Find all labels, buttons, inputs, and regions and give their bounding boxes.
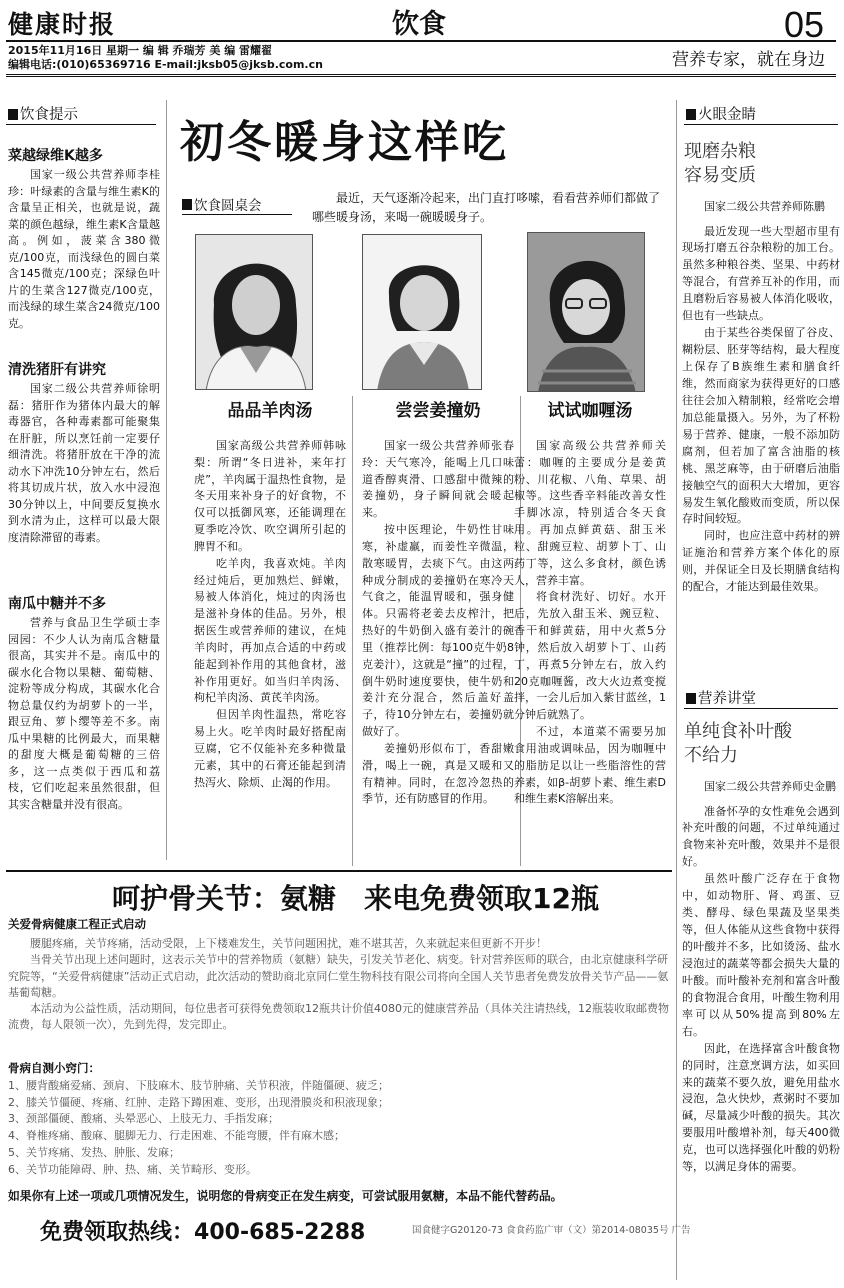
- hotline-number: 400-685-2288: [194, 1220, 366, 1245]
- ad-body: [8, 936, 670, 1034]
- ad-subtitle: 关爱骨病健康工程正式启动: [8, 917, 146, 931]
- author-photo-han: [195, 234, 313, 390]
- dish-title: 品品羊肉汤: [227, 401, 313, 421]
- roundtable-label: 饮食圆桌会: [182, 196, 262, 217]
- ad-paragraph: 本活动为公益性质，活动期间，每位患者可获得免费领取12瓶共计价值4080元的健康营养品（具体关注请热线，12瓶装收取邮费物流费，每人限领一次），先到先得，发完即止。: [8, 1002, 669, 1032]
- hotline-label: 免费领取热线：: [40, 1220, 195, 1245]
- right-heading-1: 火眼金睛: [684, 104, 756, 126]
- ad-paragraph: 腰腿疼痛，关节疼痛，活动受限，上下楼难发生，关节问题困扰，难不堪其苦，久来就起来但更新不开步！: [30, 937, 547, 950]
- list-item: 3、颈部僵硬、酸痛、头晕恶心、上肢无力、手指发麻；: [8, 1112, 279, 1126]
- article-title-line: 容易变质: [684, 165, 756, 187]
- list-item: 1、腰背酸痛爱痛、颈肩、下肢麻木、肢节肿痛、关节积液，伴随僵硬、疲乏；: [8, 1079, 389, 1092]
- article-paragraph: 同时，也应注意中药材的辨证施治和营养方案个体化的原则，并保证全日及长期膳食结构的配合，才能达到最佳效果。: [682, 529, 840, 594]
- article-paragraph: 由于某些谷类保留了谷皮、糊粉层、胚芽等结构，最大程度上保存了B族维生素和膳食纤维，然而商家为获得更好的口感往往会加入精制粮，经常吃会增加总能量摄入。另外，为了杯粉易于营养、健康，一般不添加防腐剂，但若加了富含油脂的核桃、黑芝麻等，由于研磨后油脂接触空气的面积大大增加，更容易发生氧化酸败而变质，所以保存时间较短。: [682, 326, 840, 526]
- left-article-1: [8, 146, 160, 332]
- left-column-heading: 饮食提示: [6, 104, 78, 126]
- date-line: 2015年11月16日 星期一 编 辑 乔瑞芳 美 编 雷耀翟: [8, 44, 273, 57]
- dish-title: 尝尝姜撞奶: [395, 401, 481, 421]
- contact-line: 编辑电话:(010)65369716 E-mail:jksb05@jksb.com.cn: [8, 58, 323, 71]
- roundtable-rule: [182, 214, 292, 215]
- column-divider: [166, 100, 167, 860]
- author-photo-guan: [527, 232, 645, 392]
- list-item: 6、关节功能障碍、肿、热、痛、关节畸形、变形。: [8, 1162, 257, 1176]
- article-author: 国家二级公共营养师史金鹏: [704, 779, 836, 793]
- right-heading-2: 营养讲堂: [684, 688, 756, 710]
- article-title-line: 单纯食补叶酸: [684, 721, 792, 742]
- right-article-1: [682, 140, 840, 596]
- article-paragraph: 营养与食品卫生学硕士李园园：不少人认为南瓜含糖量很高，其实并不是。南瓜中的碳水化合物以果糖、葡萄糖、淀粉等成分构成，其碳水化合物总量仅约为胡萝卜的一半，跟豆角、萝卜缨等差不多。南瓜中果糖的比例最大，而果糖的甜度大概是葡萄糖的三倍多，这一点类似于西瓜和荔枝，它们吃起来虽然很甜，但其实含糖量并没有很高。: [8, 616, 160, 811]
- dish-paragraph: 按中医理论，牛奶性甘味寒，补虚羸，而姜性辛微温，散寒暖胃，去痰下气。由这两种成分制成的姜撞奶在寒冷天气食之，能温胃暖和，强身健体。只需将老姜去皮榨汁，把热好的牛奶倒入盛有姜汁的碗里（推荐比例：每100克牛奶8克姜汁），这就是“撞”的过程，倒牛奶时速度要快，使牛奶和姜汁充分混合，然后盖好盖子，待10分钟左右，姜撞奶就做好了。: [362, 523, 514, 739]
- article-paragraph: 虽然叶酸广泛存在于食物中，如动物肝、肾、鸡蛋、豆类、酵母、绿色果蔬及坚果类等，但人体能从这些食物中获得的叶酸并不多，比如烫汤、盐水浸泡过的蔬菜等都会损失大量的叶酸。而叶酸补充剂和富含叶酸的食物混合食用，叶酸生物利用率可以从50%提高到80%左右。: [682, 872, 840, 1038]
- dish-paragraph: 不过，本道菜不需要另加食用油或调味品，因为咖喱中的脂肪足以让一些脂溶性的营养素，如β-胡萝卜素、维生素D和维生素K溶解出来。: [514, 725, 666, 806]
- self-check-title: 骨病自测小窍门：: [8, 1061, 100, 1075]
- left-heading-rule: [6, 124, 156, 125]
- ad-paragraph: 当骨关节出现上述问题时，这表示关节中的营养物质（氨糖）缺失，引发关节老化、病变。针对营养医师的联合，由北京健康科学研究院等，“关爱骨病健康”活动正式启动，此次活动的赞助商北京同仁堂生物科技有限公司将向全国人关节患者免费发放骨关节产品——氨基葡萄糖。: [8, 953, 669, 999]
- dish-title: 试试咖喱汤: [547, 401, 633, 421]
- article-paragraph: 国家二级公共营养师徐明磊：猪肝作为猪体内最大的解毒器官，各种毒素都可能聚集在肝脏，所以烹饪前一定要仔细清洗。将猪肝放在干净的流动水下冲洗10分钟左右，然后将其切成片状，放入水中浸泡30分钟以上，中间要反复换水到水清为止，这样可以最大限度清除滞留的毒素。: [8, 382, 160, 544]
- page-number: 05: [784, 4, 825, 45]
- left-article-2: [8, 360, 160, 546]
- article-paragraph: 国家一级公共营养师李桂珍：叶绿素的含量与维生素K的含量呈正相关，也就是说，蔬菜的颜色越绿，维生素K含量越高。例如，菠菜含380微克/100克，而浅绿色的圆白菜含145微克/100克；深绿色叶片的生菜含127微克/100克，而浅绿的球生菜含24微克/100克。: [8, 168, 160, 330]
- column-divider: [352, 396, 353, 866]
- left-article-3: [8, 594, 160, 813]
- article-title: 南瓜中糖并不多: [8, 596, 106, 612]
- dish-paragraph: 将食材洗好、切好。水开后，先放入甜玉米、豌豆粒、香干和鲜黄菇，用中火煮5分钟，然后放入胡萝卜丁、山药丁，再煮5分钟左右，放入约20克咖喱酱，改大火边煮变搅拌，一会儿后加入紫甘蓝丝，1分钟后就熟了。: [514, 590, 666, 722]
- self-check-list: [8, 1078, 670, 1178]
- header-double-rule: [6, 74, 836, 77]
- header-rule: [6, 40, 836, 42]
- ad-note: 如果你有上述一项或几项情况发生，说明您的骨病变正在发生病变，可尝试服用氨糖，本品不能代替药品。: [8, 1189, 563, 1203]
- feature-intro: 最近，天气逐渐冷起来，出门直打哆嗦，看看营养师们都做了哪些暖身汤，来喝一碗暖暖身子。: [312, 191, 661, 224]
- dish-column-ginger-milk: [362, 398, 514, 808]
- article-author: 国家二级公共营养师陈鹏: [704, 199, 825, 213]
- right-heading-rule: [684, 708, 838, 709]
- list-item: 4、脊椎疼痛、酸麻、腿脚无力、行走困难、不能弯腰，伴有麻木感；: [8, 1129, 345, 1143]
- dish-paragraph: 姜撞奶形似布丁，香甜嫩滑，喝上一碗，真是又暖和又有精神。同时，在忽冷忽热的季节，还有防感冒的作用。: [362, 741, 514, 806]
- column-divider: [676, 100, 677, 1280]
- slogan: 营养专家，就在身边: [672, 50, 825, 70]
- article-paragraph: 准备怀孕的女性难免会遇到补充叶酸的问题，不过单纯通过食物来补充叶酸，效果并不是很好。: [682, 804, 840, 869]
- article-title: 菜越绿维K越多: [8, 148, 103, 164]
- article-title: 清洗猪肝有讲究: [8, 362, 106, 378]
- list-item: 2、膝关节僵硬、疼痛、红肿、走路下蹲困难、变形，出现滑膜炎和积液现象；: [8, 1095, 389, 1109]
- author-photo-zhang: [362, 234, 482, 390]
- feature-title: 初冬暖身这样吃: [180, 117, 509, 168]
- dish-paragraph: 吃羊肉，我喜欢炖。羊肉经过炖后，更加熟烂、鲜嫩，易被人体消化，炖过的肉汤也是滋补身体的佳品。另外，根据医生或营养师的建议，在炖羊肉时，再加点合适的中药或能起到补作用的其他食材，滋补作用更好。如当归羊肉汤、枸杞羊肉汤、黄芪羊肉汤。: [194, 556, 346, 705]
- article-title-line: 现磨杂粮: [684, 141, 756, 162]
- dish-paragraph: 国家高级公共营养师韩咏梨：所谓“冬日进补，来年打虎”，羊肉属于温热性食物，是冬天用来补身子的好食物，不仅可以抵御风寒，还能调理在夏季吃冷饮、吹空调所引起的脾胃不和。: [194, 439, 346, 553]
- hotline: [40, 1216, 365, 1249]
- ad-top-rule: [6, 870, 672, 872]
- dish-paragraph: 国家一级公共营养师张春玲：天气寒冷，能喝上几口味道香醇爽滑、口感甜中微辣的姜撞奶，身子瞬间就会暖起来。: [362, 439, 514, 520]
- article-title-line: 不给力: [684, 745, 738, 767]
- list-item: 5、关节疼痛、发热、肿胀、发麻；: [8, 1145, 180, 1159]
- dish-column-lamb: [194, 398, 346, 791]
- right-article-2: [682, 720, 840, 1176]
- dish-column-curry: [514, 398, 666, 808]
- dish-paragraph: 但因羊肉性温热，常吃容易上火。吃羊肉时最好搭配南豆腐，它不仅能补充多种微量元素，其中的石膏还能起到清热泻火、除烦、止渴的作用。: [194, 708, 346, 789]
- section-title: 饮食: [392, 9, 446, 40]
- newspaper-logo: 健康时报: [8, 10, 117, 39]
- ad-approval-number: 国食健字G20120-73 食食药监广审（文）第2014-08035号 广告: [412, 1225, 691, 1236]
- dish-paragraph: 国家高级公共营养师关蕾：咖喱的主要成分是姜黄粉、川花椒、八角、草果、胡椒等。这些香辛料能改善女性手脚冰凉，特别适合冬天食用。再加点鲜黄菇、甜玉米粒、甜豌豆粒、胡萝卜丁、山药丁等，这么多食材，颜色诱人，营养丰富。: [514, 439, 666, 587]
- ad-title: 呵护骨关节：氨糖 来电免费领取12瓶: [112, 882, 599, 915]
- article-paragraph: 因此，在选择富含叶酸食物的同时，注意烹调方法，如买回来的蔬菜不要久放，避免用盐水浸泡，急火快炒，煮粥时不要加碱，尽量减少叶酸的损失。其次要服用叶酸增补剂，每天400微克，也可以选择强化叶酸的奶粉等，以满足身体的需要。: [682, 1041, 840, 1174]
- right-heading-rule: [684, 124, 838, 125]
- article-paragraph: 最近发现一些大型超市里有现场打磨五谷杂粮粉的加工台。虽然多种粮谷类、坚果、中药材等混合，有营养互补的作用，而且磨粉后容易被人体消化吸收，但也有一些缺点。: [682, 224, 840, 323]
